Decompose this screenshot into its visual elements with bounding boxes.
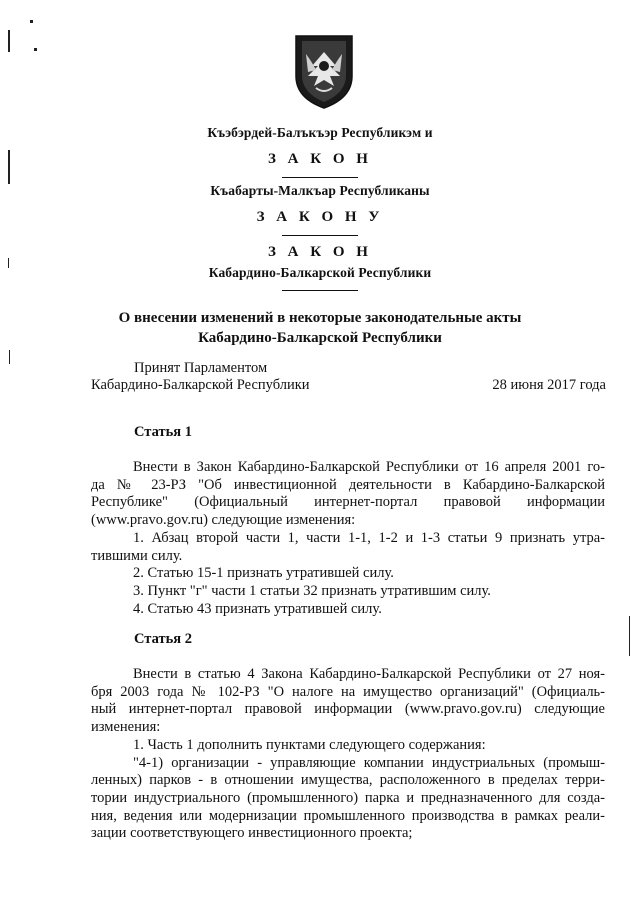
republic-name-kbd: Къэбэрдей-Балъкъэр Республикэм и	[207, 125, 433, 140]
scan-mark	[629, 616, 630, 656]
header-kbd	[0, 125, 640, 178]
act-title-line: О внесении изменений в некоторые законодательные акты	[118, 310, 522, 326]
law-label-kbd: З А К О Н	[268, 151, 372, 167]
coat-of-arms-emblem	[292, 32, 356, 110]
eagle-emblem-icon	[292, 32, 356, 110]
text-line: "4-1) организации - управляющие компании индустриальных (промыш-	[133, 754, 605, 771]
text-line: Внести в Закон Кабардино-Балкарской Республики от 16 апреля 2001 го-	[133, 459, 605, 475]
text-line: 1. Часть 1 дополнить пунктами следующего содержания:	[133, 736, 486, 753]
scan-mark	[34, 48, 37, 51]
text-line: 2. Статью 15-1 признать утратившей силу.	[133, 565, 394, 582]
header-krc	[0, 183, 640, 236]
republic-name-ru: Кабардино-Балкарской Республики	[208, 265, 432, 280]
adopted-by: Принят Парламентом	[134, 360, 268, 376]
text-line: ния, ведения или модернизации промышленного производства в рамках реали-	[91, 807, 605, 824]
divider-rule	[282, 290, 358, 291]
text-line: 4. Статью 43 признать утратившей силу.	[133, 600, 382, 617]
article-2-title: Статья 2	[134, 631, 192, 647]
header-ru	[0, 244, 640, 291]
text-line: ный интернет-портал правовой информации (www.pravo.gov.ru) следующие	[91, 701, 605, 718]
law-label-krc: З А К О Н У	[256, 209, 384, 225]
text-line: 1. Абзац второй части 1, части 1-1, 1-2 и 1-3 статьи 9 признать утра-	[133, 529, 605, 546]
text-line: изменения:	[91, 719, 161, 736]
text-line: тившими силу.	[91, 547, 183, 564]
scan-mark	[8, 30, 10, 52]
text-line: тории индустриального (промышленного) парка и предназначенного для созда-	[91, 789, 605, 806]
text-line: (www.pravo.gov.ru) следующие изменения:	[91, 512, 356, 529]
text-line: бря 2003 года № 102-РЗ "О налоге на имущество организаций" (Официаль-	[91, 683, 605, 700]
article-1-title: Статья 1	[134, 424, 192, 440]
law-label-ru: З А К О Н	[268, 244, 372, 260]
text-line: 3. Пункт "г" части 1 статьи 32 признать утратившим силу.	[133, 582, 491, 599]
republic-name-krc: Къабарты-Малкъар Республиканы	[210, 183, 430, 198]
text-line: да № 23-РЗ "Об инвестиционной деятельности в Кабардино-Балкарской	[91, 476, 605, 493]
article-1-body	[91, 459, 605, 618]
act-title-line: Кабардино-Балкарской Республики	[198, 330, 442, 346]
divider-rule	[282, 235, 358, 236]
scan-mark	[30, 20, 33, 23]
act-title	[0, 308, 640, 348]
article-2-body	[91, 666, 605, 843]
scan-mark	[9, 350, 10, 364]
text-line: Внести в статью 4 Закона Кабардино-Балкарской Республики от 27 ноя-	[133, 666, 605, 682]
adoption-date: 28 июня 2017 года	[492, 377, 606, 393]
text-line: зации соответствующего инвестиционного проекта;	[91, 825, 413, 842]
adopted-by-parliament: Кабардино-Балкарской Республики	[91, 377, 310, 393]
text-line: Республике" (Официальный интернет-портал правовой информации	[91, 494, 605, 511]
text-line: ленных) парков - в отношении имущества, расположенного в пределах терри-	[91, 772, 605, 789]
divider-rule	[282, 177, 358, 178]
